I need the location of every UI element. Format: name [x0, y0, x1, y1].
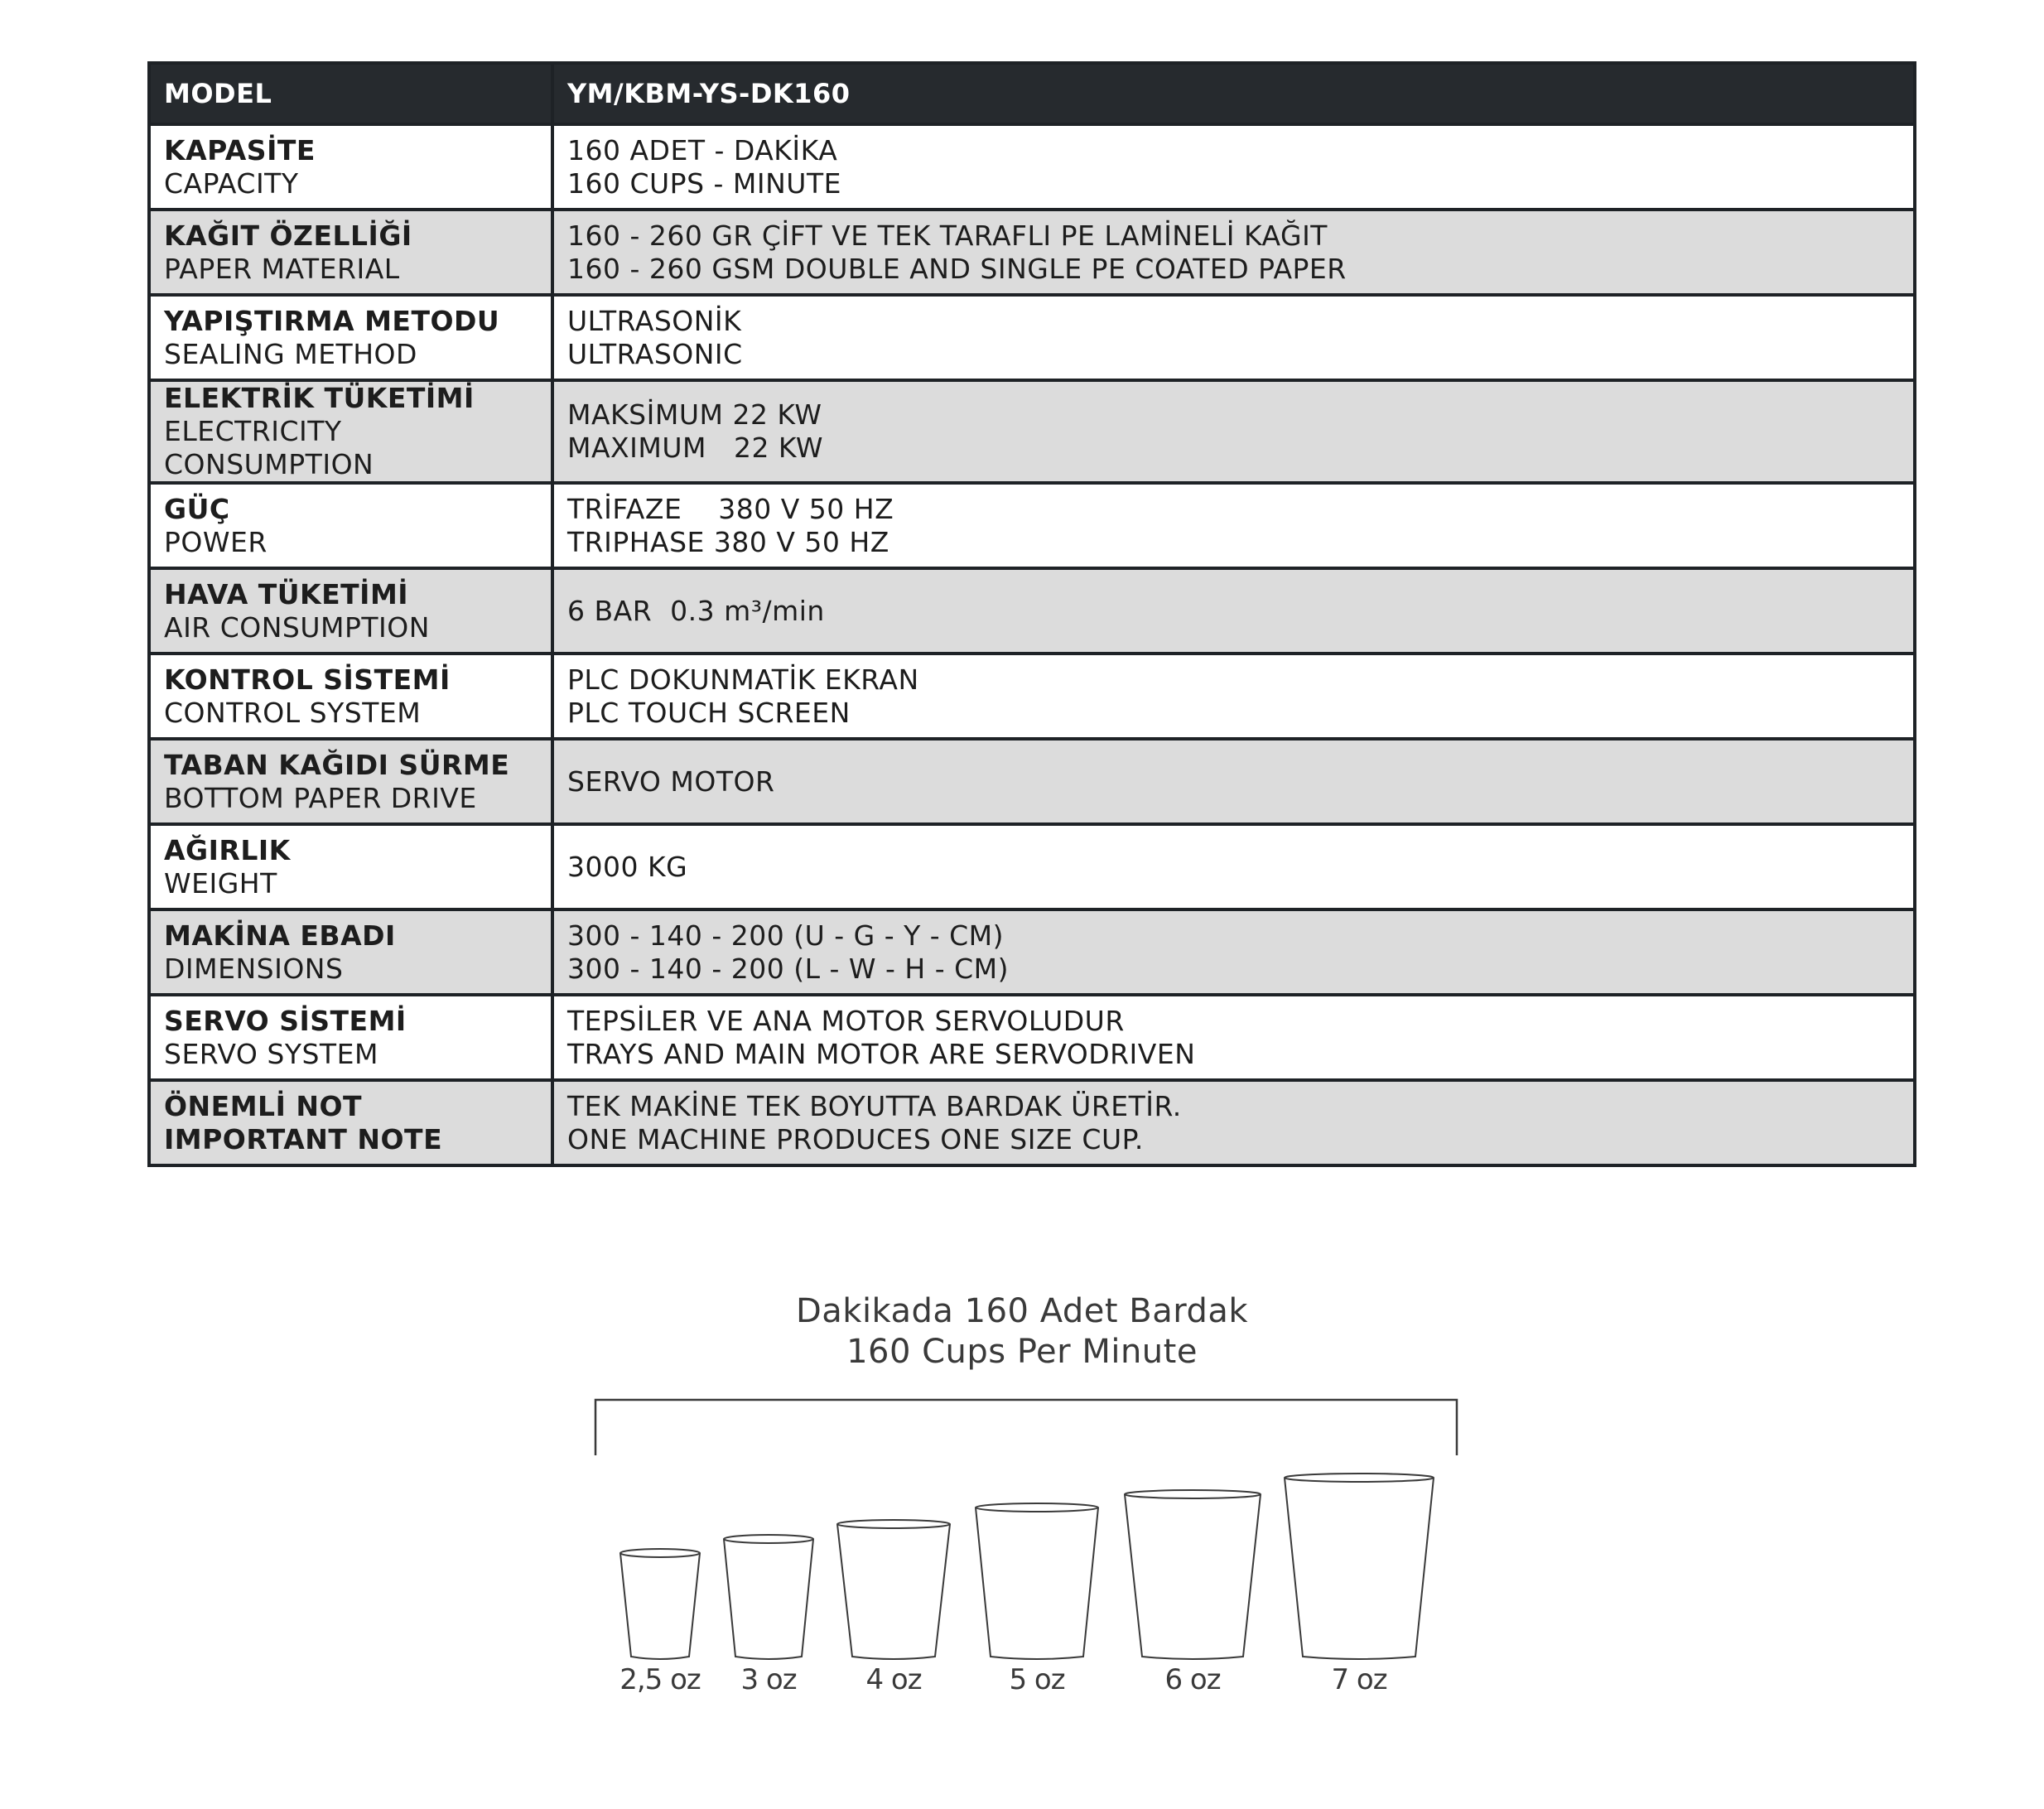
table-row — [149, 824, 1915, 909]
spec-label-tr: KONTROL SİSTEMİ — [164, 663, 451, 696]
spec-label-cell — [149, 568, 552, 654]
spec-label-tr: KAPASİTE — [164, 133, 316, 166]
spec-value: 300 - 140 - 200 (U - G - Y - CM) — [567, 919, 1005, 952]
spec-label-en: BOTTOM PAPER DRIVE — [164, 781, 477, 814]
spec-value-cell — [552, 909, 1915, 995]
cup-size-label: 7 oz — [1331, 1663, 1387, 1696]
spec-value-cell — [552, 210, 1915, 295]
spec-value-cell — [552, 483, 1915, 568]
spec-label-cell — [149, 1080, 552, 1165]
spec-label-cell — [149, 824, 552, 909]
table-row — [149, 483, 1915, 568]
spec-value: 160 - 260 GR ÇİFT VE TEK TARAFLI PE LAMİNELİ KAĞIT — [567, 219, 1328, 252]
spec-value-cell — [552, 380, 1915, 483]
spec-label-tr: KAĞIT ÖZELLİĞİ — [164, 219, 412, 252]
cup-rim — [976, 1503, 1098, 1512]
spec-label-en: WEIGHT — [164, 866, 277, 900]
spec-value: ULTRASONİK — [567, 304, 742, 337]
spec-label-tr: MAKİNA EBADI — [164, 919, 396, 952]
table-row — [149, 380, 1915, 483]
spec-value-cell — [552, 739, 1915, 824]
spec-label-en: SEALING METHOD — [164, 337, 417, 370]
spec-label-tr: GÜÇ — [164, 492, 230, 525]
spec-label-en: PAPER MATERIAL — [164, 252, 400, 285]
spec-value: MAKSİMUM 22 KW — [567, 398, 822, 431]
spec-label-cell — [149, 295, 552, 380]
spec-label-cell — [149, 654, 552, 739]
spec-value: ONE MACHINE PRODUCES ONE SIZE CUP. — [567, 1122, 1144, 1155]
spec-label-en: ELECTRICITY CONSUMPTION — [164, 415, 374, 480]
model-value: YM/KBM-YS-DK160 — [552, 63, 1915, 124]
cup-icon — [1125, 1494, 1261, 1659]
spec-label-tr: SERVO SİSTEMİ — [164, 1004, 407, 1037]
spec-value-cell — [552, 995, 1915, 1080]
cup-size-label: 4 oz — [865, 1663, 922, 1696]
spec-value: 160 CUPS - MINUTE — [567, 166, 841, 200]
spec-label-cell — [149, 995, 552, 1080]
cup-rim — [1285, 1474, 1434, 1482]
table-header-row — [149, 63, 1915, 124]
spec-label-tr: ÖNEMLİ NOT — [164, 1089, 363, 1122]
table-row — [149, 210, 1915, 295]
bracket-line — [595, 1400, 1457, 1455]
spec-value-cell — [552, 824, 1915, 909]
spec-label-cell — [149, 380, 552, 483]
cup-rim — [724, 1535, 813, 1543]
spec-value: 6 BAR 0.3 m³/min — [567, 594, 825, 627]
cup-icon — [837, 1524, 950, 1659]
spec-value: SERVO MOTOR — [567, 765, 775, 798]
spec-value: TEK MAKİNE TEK BOYUTTA BARDAK ÜRETİR. — [567, 1089, 1182, 1122]
spec-label-en: AIR CONSUMPTION — [164, 610, 430, 644]
cup-icon — [1285, 1478, 1434, 1659]
spec-value: 160 - 260 GSM DOUBLE AND SINGLE PE COATED PAPER — [567, 252, 1347, 285]
spec-label-en: POWER — [164, 525, 268, 558]
table-row — [149, 995, 1915, 1080]
spec-value: ULTRASONIC — [567, 337, 743, 370]
spec-label-cell — [149, 210, 552, 295]
table-row — [149, 654, 1915, 739]
spec-value-cell — [552, 124, 1915, 210]
model-label: MODEL — [149, 63, 552, 124]
cup-rim — [1125, 1490, 1261, 1498]
cup-icon — [976, 1508, 1098, 1659]
spec-value: 160 ADET - DAKİKA — [567, 133, 838, 166]
table-row — [149, 739, 1915, 824]
spec-value: TEPSİLER VE ANA MOTOR SERVOLUDUR — [567, 1004, 1125, 1037]
spec-label-tr: YAPIŞTIRMA METODU — [164, 304, 500, 337]
table-row — [149, 1080, 1915, 1165]
spec-value: 3000 KG — [567, 850, 688, 883]
cup-rim — [620, 1549, 700, 1557]
table-row — [149, 909, 1915, 995]
spec-label-cell — [149, 739, 552, 824]
spec-label-en: CAPACITY — [164, 166, 299, 200]
cup-rim — [837, 1520, 950, 1528]
spec-value-cell — [552, 295, 1915, 380]
spec-value: TRIPHASE 380 V 50 HZ — [567, 525, 889, 558]
spec-label-en: SERVO SYSTEM — [164, 1037, 378, 1070]
spec-label-tr: ELEKTRİK TÜKETİMİ — [164, 382, 475, 414]
spec-value: TRAYS AND MAIN MOTOR ARE SERVODRIVEN — [567, 1037, 1196, 1070]
cup-size-label: 3 oz — [740, 1663, 797, 1696]
cup-size-label: 6 oz — [1164, 1663, 1221, 1696]
spec-label-en: IMPORTANT NOTE — [164, 1122, 443, 1155]
table-row — [149, 124, 1915, 210]
spec-value-cell — [552, 1080, 1915, 1165]
spec-value: PLC DOKUNMATİK EKRAN — [567, 663, 919, 696]
cup-icon — [724, 1539, 813, 1659]
spec-label-cell — [149, 124, 552, 210]
cups-title-tr: Dakikada 160 Adet Bardak — [795, 1292, 1249, 1330]
spec-label-cell — [149, 483, 552, 568]
cups-title-en: 160 Cups Per Minute — [846, 1333, 1198, 1371]
spec-value: TRİFAZE 380 V 50 HZ — [567, 492, 894, 525]
spec-value: 300 - 140 - 200 (L - W - H - CM) — [567, 952, 1009, 985]
spec-value-cell — [552, 568, 1915, 654]
spec-label-en: CONTROL SYSTEM — [164, 696, 422, 729]
spec-value: PLC TOUCH SCREEN — [567, 696, 851, 729]
spec-table — [147, 61, 1916, 1167]
cup-size-label: 5 oz — [1009, 1663, 1065, 1696]
table-row — [149, 568, 1915, 654]
cup-sizes-section — [0, 1292, 2044, 1756]
spec-value-cell — [552, 654, 1915, 739]
spec-label-tr: HAVA TÜKETİMİ — [164, 577, 409, 610]
table-row — [149, 295, 1915, 380]
spec-label-tr: AĞIRLIK — [164, 833, 291, 866]
spec-label-en: DIMENSIONS — [164, 952, 344, 985]
cup-size-label: 2,5 oz — [619, 1663, 701, 1696]
cup-icon — [620, 1553, 700, 1659]
spec-label-tr: TABAN KAĞIDI SÜRME — [164, 748, 510, 781]
spec-label-cell — [149, 909, 552, 995]
spec-value: MAXIMUM 22 KW — [567, 432, 824, 464]
